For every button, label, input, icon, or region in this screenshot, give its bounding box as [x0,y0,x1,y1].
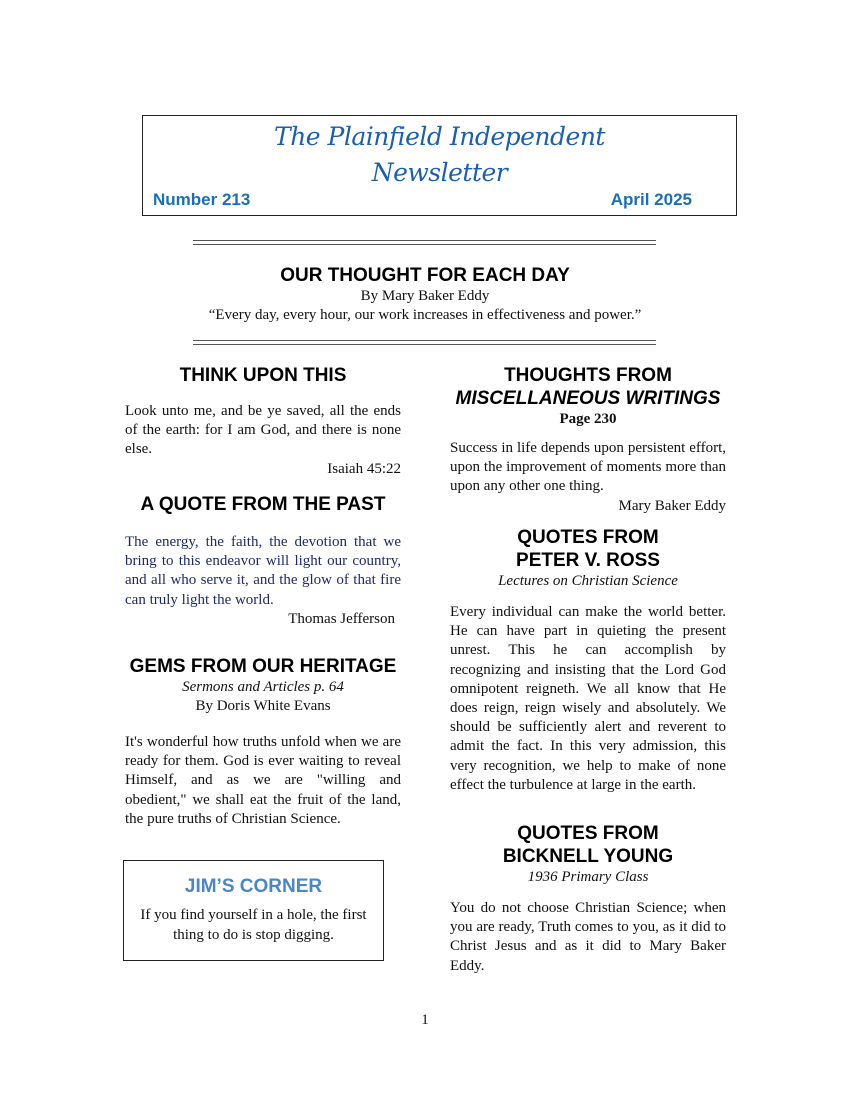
misc-writings-section [450,364,726,516]
jims-corner-box [123,860,384,961]
gems-source: Sermons and Articles p. 64 [182,679,344,695]
misc-writings-attribution: Mary Baker Eddy [618,497,726,514]
gems-section [125,655,401,829]
young-heading-line1: QUOTES FROM [517,823,659,844]
issue-date: April 2025 [610,190,692,209]
ross-heading-line2: PETER V. ROSS [516,550,660,571]
ross-section [450,526,726,795]
divider-bottom [193,340,656,345]
think-upon-this-attribution: Isaiah 45:22 [327,460,401,477]
misc-writings-heading-line2: MISCELLANEOUS WRITINGS [455,388,721,409]
ross-text: Every individual can make the world better. He can have part in quieting the present unrest. This he can accomplish by recognizing and insisting that the Lord God omnipotent reigneth. We all know that He does reign, reign wisely and absolutely. We should be sufficiently alert and reverent to admit the fact. In this very admission, this very recognition, we help to make of none effect the turbulence at large in the earth. [450,604,726,793]
daily-thought-byline: By Mary Baker Eddy [360,288,490,304]
newsletter-subtitle: Newsletter [371,158,508,187]
think-upon-this-heading: THINK UPON THIS [179,365,347,386]
newsletter-title: The Plainfield Independent [274,122,605,151]
quote-from-past-text: The energy, the faith, the devotion that we bring to this endeavor will light our country, and all who serve it, and the glow of that fire can truly light the world. [125,534,401,608]
jims-corner-heading: JIM’S CORNER [184,876,323,897]
issue-number: Number 213 [153,190,251,209]
daily-thought-heading: OUR THOUGHT FOR EACH DAY [280,265,570,286]
gems-text: It's wonderful how truths unfold when we are ready for them. God is ever waiting to reveal Himself, and as we are "willing and obedient," we shall eat the fruit of the land, the pure truths of Christian Science. [125,734,401,827]
misc-writings-page: Page 230 [559,411,617,427]
ross-heading-line1: QUOTES FROM [517,527,659,548]
think-upon-this-text: Look unto me, and be ye saved, all the ends of the earth: for I am God, and there is none else. [125,403,401,458]
young-source: 1936 Primary Class [527,869,649,885]
young-text: You do not choose Christian Science; when you are ready, Truth comes to you, as it did to Christ Jesus and as it did to Mary Baker Eddy. [450,900,726,974]
gems-heading: GEMS FROM OUR HERITAGE [129,656,397,677]
think-upon-this-section [125,364,401,479]
quote-from-past-attribution: Thomas Jefferson [288,610,395,627]
quote-from-past-section [125,493,401,629]
ross-source: Lectures on Christian Science [498,573,678,589]
masthead [142,115,737,216]
quote-from-past-heading: A QUOTE FROM THE PAST [140,494,386,515]
misc-writings-heading-line1: THOUGHTS FROM [504,365,672,386]
daily-thought-quote: “Every day, every hour, our work increases in effectiveness and power.” [208,307,642,323]
misc-writings-text: Success in life depends upon persistent effort, upon the improvement of moments more than upon any other one thing. [450,440,726,495]
jims-corner-text: If you find yourself in a hole, the first thing to do is stop digging. [140,907,367,943]
page-number: 1 [421,1012,429,1028]
divider-top [193,240,656,245]
daily-thought-section [150,264,700,325]
gems-byline: By Doris White Evans [195,698,331,714]
young-heading-line2: BICKNELL YOUNG [502,846,674,867]
young-section [450,822,726,976]
